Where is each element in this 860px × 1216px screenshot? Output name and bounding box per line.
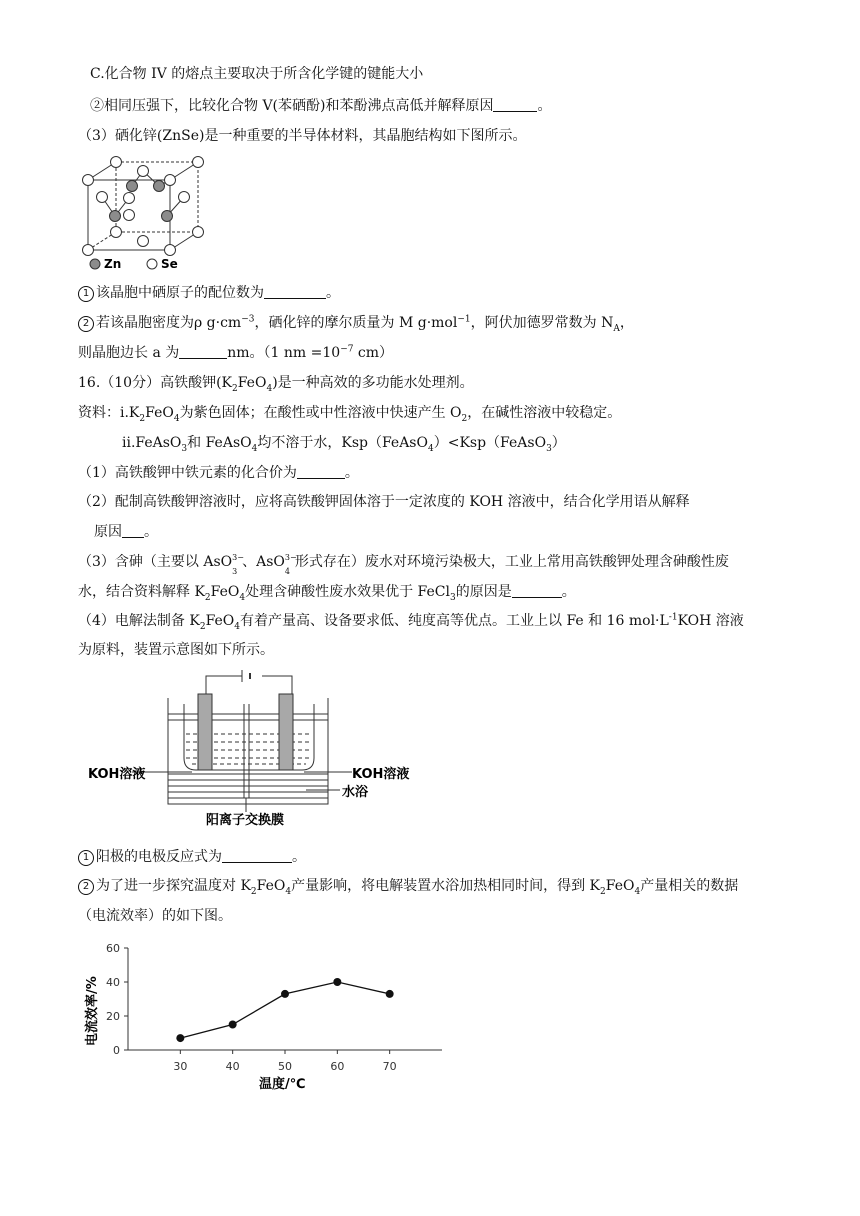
membrane-label: 阳离子交换膜 — [206, 813, 285, 828]
question-16-3-line: （3）含砷（主要以 AsO 3− 3 、AsO 3− 4 形式存在）废水对环境污染极大，工业上常用高铁酸钾处理含砷酸性废 — [78, 553, 729, 576]
water-bath-label: 水浴 — [342, 785, 369, 800]
data-point — [281, 990, 289, 998]
question-16-4-line: （4）电解法制备 $K_2FeO_4$有着产量高、设备要求低、纯度高等优点。工业上以 Fe 和 16 $mol\cdot L^{-1}KOH$ 溶液 — [78, 612, 744, 632]
question-16-3-cont-line: 水，结合资料解释 $K_2FeO_4$处理含砷酸性废水效果优于 FeCl$_3$的原因是 。 — [78, 584, 576, 603]
x-tick-label: 50 — [278, 1060, 292, 1073]
question-16-heading: 16.（10分）高铁酸钾$(K_2FeO_4)$是一种高效的多功能水处理剂。 — [78, 375, 474, 394]
y-tick-label: 0 — [113, 1044, 120, 1057]
current-efficiency-chart — [76, 938, 456, 1098]
question-16-4-2-line: 2 为了进一步探究温度对 $K_2FeO_4$产量影响，将电解装置水浴加热相同时间，得到 $K_2FeO_4$产量相关的数据 — [78, 876, 738, 896]
info-ii-line: ii.FeAsO$_3$和 FeAsO$_4$均不溶于水，Ksp（FeAsO$_4$）<Ksp（FeAsO$_3$） — [122, 435, 566, 454]
info-i-line: 资料：$i.K_2FeO_4$为紫色固体；在酸性或中性溶液中快速产生 $O_2$，在碱性溶液中较稳定。 — [78, 405, 622, 424]
x-tick-label: 70 — [382, 1060, 397, 1073]
question-16-1-line: （1）高铁酸钾中铁元素的化合价为 。 — [78, 465, 359, 481]
electrolysis-apparatus-figure — [80, 664, 425, 834]
data-point — [386, 990, 394, 998]
data-point — [333, 978, 341, 986]
question-16-2-cont-line: 原因 。 — [94, 524, 158, 540]
answer-blank[interactable] — [493, 97, 537, 112]
answer-blank[interactable] — [264, 284, 326, 299]
legend-zn-label: Zn — [104, 257, 122, 271]
y-tick-label: 60 — [106, 942, 120, 955]
zinc-selenide-unit-cell-figure — [78, 156, 208, 274]
answer-blank[interactable] — [512, 583, 562, 598]
question-16-2-line: （2）配制高铁酸钾溶液时，应将高铁酸钾固体溶于一定浓度的 KOH 溶液中，结合化学用语从解释 — [78, 494, 690, 510]
answer-blank[interactable] — [122, 523, 144, 538]
y-tick-label: 20 — [106, 1010, 120, 1023]
question-3-1-line: 1 该晶胞中硒原子的配位数为 。 — [78, 283, 340, 303]
question-3-2-cont-line: 则晶胞边长 a 为 nm。（1 nm $=10^{-7}$ cm） — [78, 344, 394, 361]
x-axis-label: 温度/℃ — [259, 1077, 306, 1092]
y-tick-label: 40 — [106, 976, 120, 989]
right-koh-label: KOH溶液 — [352, 767, 410, 782]
x-tick-label: 60 — [330, 1060, 345, 1073]
legend-se-label: Se — [161, 257, 178, 271]
question-16-4-2-cont-line: （电流效率）的如下图。 — [78, 908, 232, 924]
question-2-line: ②相同压强下，比较化合物 V(苯硒酚)和苯酚沸点高低并解释原因 。 — [90, 98, 552, 114]
option-c-line: C.化合物 IV 的熔点主要取决于所含化学键的键能大小 — [90, 66, 424, 82]
left-koh-label: KOH溶液 — [88, 767, 146, 782]
y-axis-label: 电流效率/% — [85, 976, 100, 1046]
data-point — [176, 1034, 184, 1042]
answer-blank[interactable] — [222, 848, 292, 863]
answer-blank[interactable] — [179, 344, 227, 359]
question-3-2-line: 2 若该晶胞密度为ρ $g\cdot cm^{-3}$，硒化锌的摩尔质量为 M g·mol$^{-1}$，阿伏加德罗常数为 $N_A$， — [78, 313, 634, 333]
question-16-4-cont-line: 为原料，装置示意图如下所示。 — [78, 642, 274, 658]
x-tick-label: 30 — [173, 1060, 188, 1073]
question-16-4-1-line: 1 阳极的电极反应式为 。 — [78, 847, 306, 867]
data-point — [229, 1021, 237, 1029]
part-3-heading: （3）硒化锌(ZnSe)是一种重要的半导体材料，其晶胞结构如下图所示。 — [78, 128, 527, 144]
x-tick-label: 40 — [225, 1060, 240, 1073]
answer-blank[interactable] — [297, 464, 345, 479]
